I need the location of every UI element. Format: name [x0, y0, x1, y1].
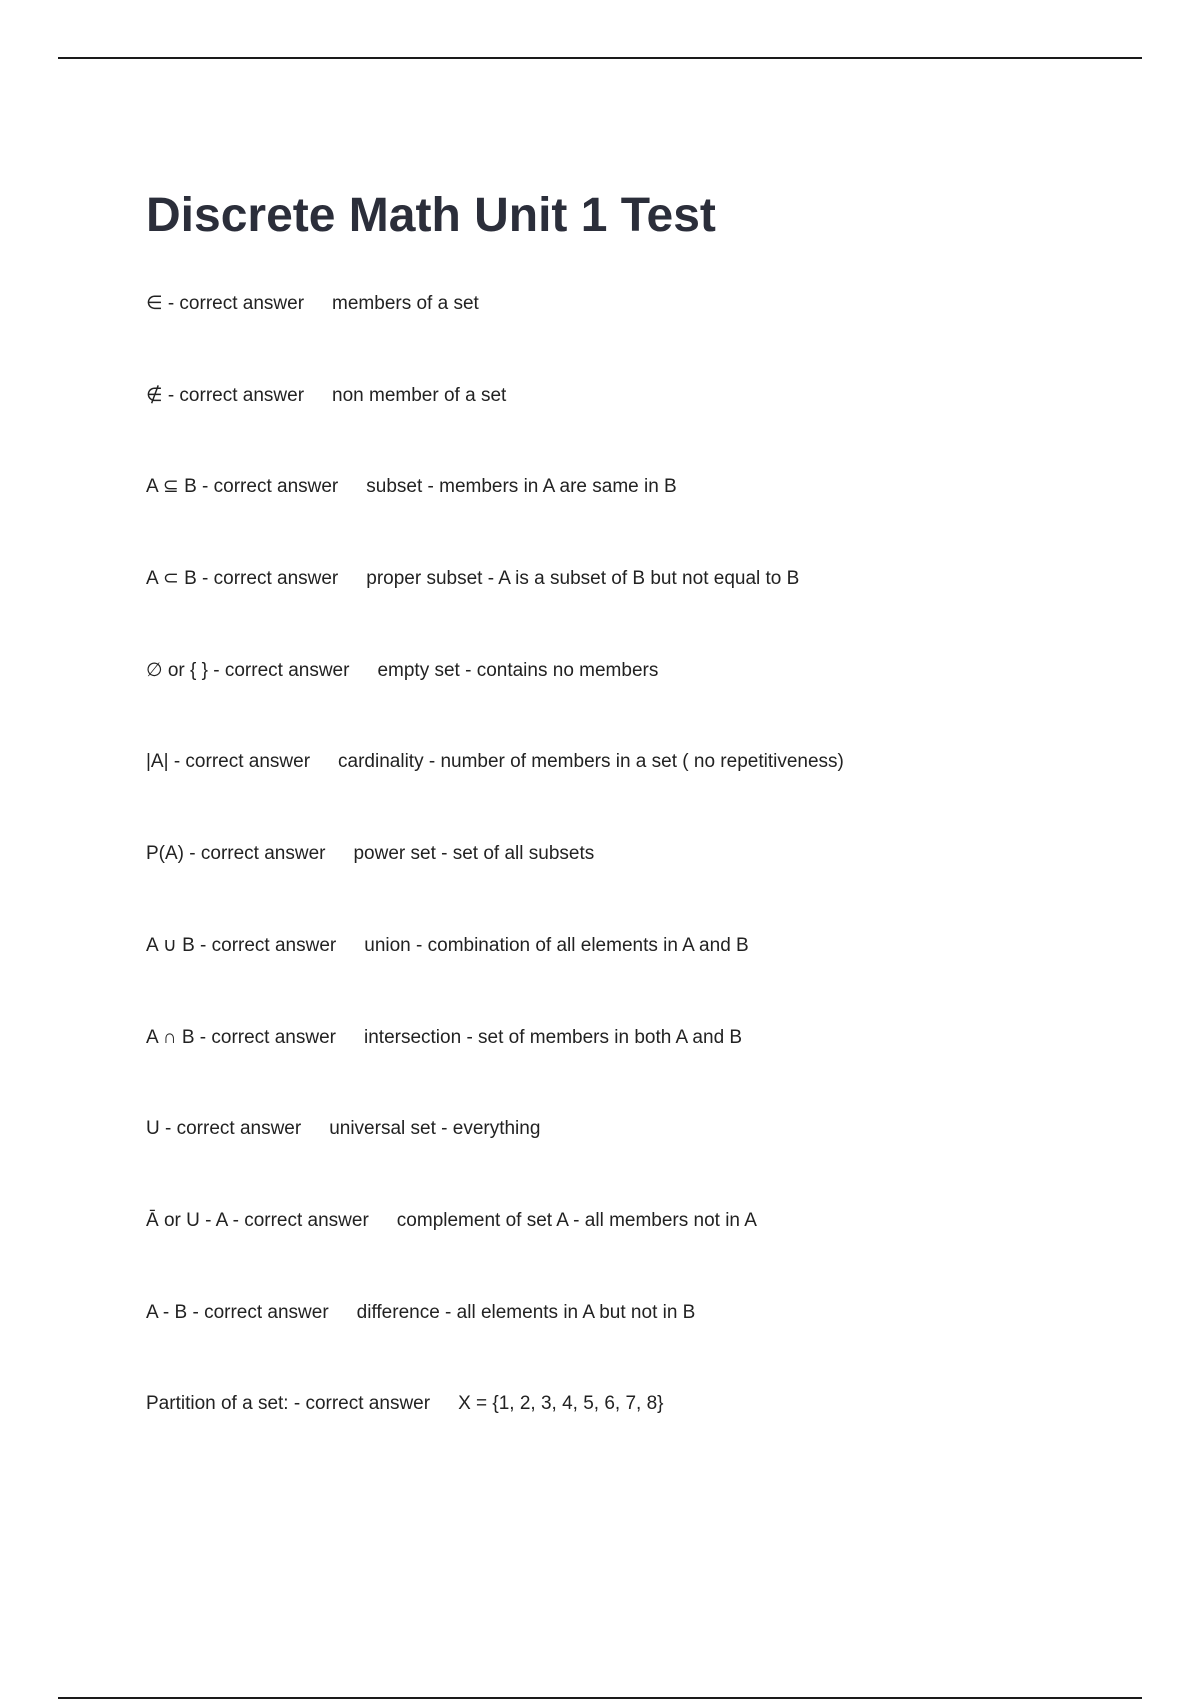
- entry-term: |A| - correct answer: [146, 751, 311, 773]
- flashcard-entry: [146, 1207, 1146, 1299]
- entry-term: Ā or U - A - correct answer: [146, 1209, 369, 1231]
- entry-answer: X = {1, 2, 3, 4, 5, 6, 7, 8}: [458, 1393, 664, 1415]
- entry-term: A - B - correct answer: [146, 1301, 329, 1323]
- flashcard-entry: [146, 657, 1146, 749]
- entry-answer: complement of set A - all members not in A: [396, 1209, 757, 1231]
- entry-answer: non member of a set: [332, 384, 507, 406]
- flashcard-entry: [146, 565, 1146, 657]
- flashcard-entry: [146, 1299, 1146, 1391]
- flashcard-entry: [146, 382, 1146, 474]
- entry-answer: power set - set of all subsets: [353, 843, 595, 865]
- flashcard-entry: [146, 748, 1146, 840]
- flashcard-entry: [146, 1390, 1146, 1482]
- flashcard-entry: [146, 1024, 1146, 1116]
- flashcard-entry: [146, 473, 1146, 565]
- entry-answer: members of a set: [332, 293, 479, 314]
- flashcard-entry: [146, 840, 1146, 932]
- flashcard-entry: [146, 1115, 1146, 1207]
- entry-answer: cardinality - number of members in a set ( no repetitiveness): [338, 751, 844, 773]
- flashcard-entry: [146, 290, 1146, 382]
- bottom-divider: [58, 1697, 1142, 1699]
- entry-answer: union - combination of all elements in A and B: [364, 934, 749, 956]
- entry-term: A ⊂ B - correct answer: [146, 568, 339, 590]
- entry-answer: universal set - everything: [329, 1118, 541, 1140]
- entry-term: P(A) - correct answer: [146, 843, 326, 865]
- document-title: Discrete Math Unit 1 Test: [146, 189, 716, 242]
- entry-term: ∈ - correct answer: [146, 293, 305, 314]
- entry-answer: intersection - set of members in both A and B: [364, 1026, 743, 1048]
- entry-answer: subset - members in A are same in B: [366, 476, 677, 498]
- entry-term: A ⊆ B - correct answer: [146, 476, 339, 498]
- entry-term: Partition of a set: - correct answer: [146, 1393, 431, 1415]
- top-divider: [58, 57, 1142, 59]
- entry-answer: difference - all elements in A but not in B: [356, 1301, 696, 1323]
- entry-term: A ∪ B - correct answer: [146, 934, 337, 956]
- flashcard-entry: [146, 932, 1146, 1024]
- entry-answer: proper subset - A is a subset of B but not equal to B: [366, 568, 800, 590]
- entry-term: A ∩ B - correct answer: [146, 1026, 336, 1048]
- entry-term: ∉ - correct answer: [146, 384, 305, 406]
- entry-term: ∅ or { } - correct answer: [146, 659, 350, 681]
- entry-term: U - correct answer: [146, 1118, 302, 1140]
- flashcard-list: [146, 290, 1146, 1482]
- entry-answer: empty set - contains no members: [377, 659, 659, 681]
